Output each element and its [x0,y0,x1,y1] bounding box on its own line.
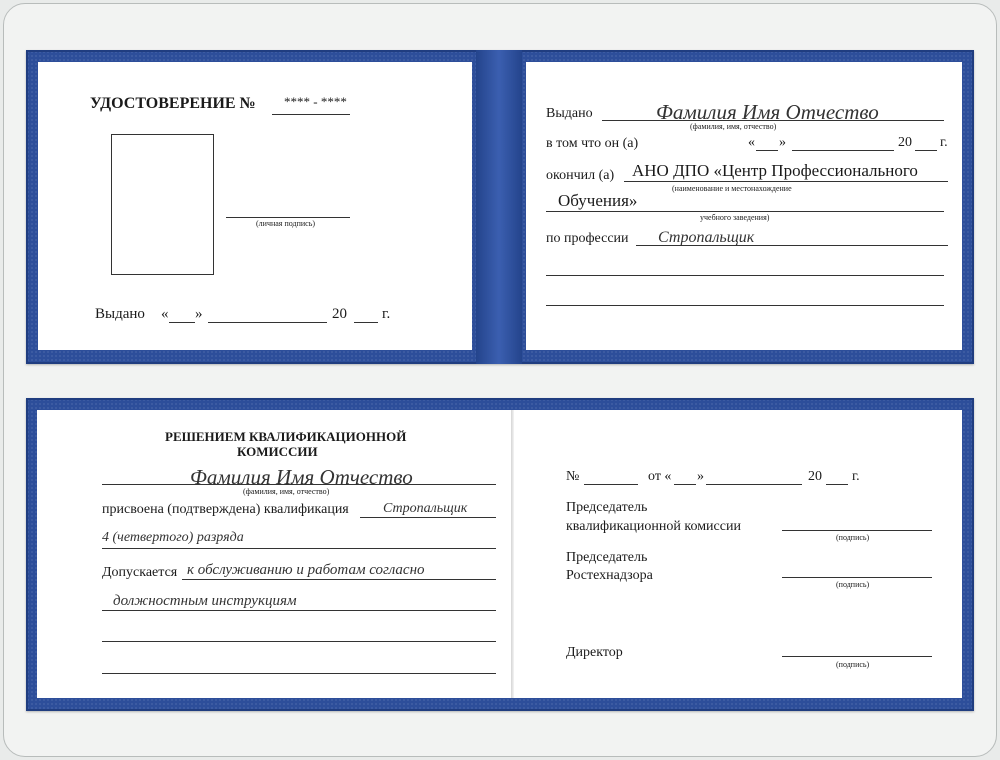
protocol-number-label: № [566,469,580,484]
protocol-year-prefix: 20 [808,469,822,484]
blank-line-3 [102,641,496,642]
profession-label: по профессии [546,231,629,246]
director-signature-caption: (подпись) [836,660,870,669]
issued-year-line [354,322,378,323]
protocol-from-label: от « [648,469,672,484]
card2-right-page [514,410,962,698]
allowed-value-1: к обслуживанию и работам согласно [187,562,425,578]
protocol-number-line [584,484,638,485]
issued-year-prefix: 20 [332,306,347,322]
chair1-line2: квалификационной комиссии [566,519,741,534]
that-label: в том что он (а) [546,136,639,151]
that-date-open: « [748,135,755,150]
that-year-prefix: 20 [898,135,912,150]
allowed-line-2 [102,610,496,611]
issued-label-left: Выдано [95,306,145,322]
allowed-label: Допускается [102,565,178,580]
card2-left-page [37,410,511,698]
school-caption-1: (наименование и местонахождение [672,184,792,193]
blank-line-1 [546,275,944,276]
commission-heading-1: РЕШЕНИЕМ КВАЛИФИКАЦИОННОЙ [165,429,407,444]
card1-left-page [38,62,472,350]
school-value-1: АНО ДПО «Центр Профессионального [632,161,918,180]
chair1-signature-caption: (подпись) [836,533,870,542]
qualification-line [360,517,496,518]
commission-name-value: Фамилия Имя Отчество [190,465,413,489]
qualification-value: Стропальщик [383,501,468,516]
cover-spine-top [476,50,522,364]
allowed-value-2: должностным инструкциям [113,593,297,609]
protocol-month-line [706,484,802,485]
grade-value: 4 (четвертого) разряда [102,530,244,545]
protocol-date-close: » [697,469,704,484]
name-caption: (фамилия, имя, отчество) [690,122,777,131]
director-signature-line [782,656,932,657]
commission-name-caption: (фамилия, имя, отчество) [243,487,330,496]
allowed-line-1 [182,579,496,580]
grade-line [102,548,496,549]
that-date-close: » [779,135,786,150]
card1-right-page [526,62,962,350]
chair2-signature-caption: (подпись) [836,580,870,589]
protocol-year-line [826,484,848,485]
qualification-label: присвоена (подтверждена) квалификация [102,502,349,517]
school-value-2: Обучения» [558,191,638,210]
that-year-line [915,150,937,151]
issued-day-line [169,322,195,323]
that-year-suffix: г. [940,135,948,150]
chair1-line1: Председатель [566,500,648,515]
that-month-line [792,150,894,151]
personal-signature-caption: (личная подпись) [256,219,316,228]
photo-box [111,134,214,275]
profession-value: Стропальщик [658,229,755,246]
personal-signature-line [226,217,350,218]
certificate-number-line [272,114,350,115]
that-day-line [756,150,778,151]
issued-date-close: » [195,306,203,322]
name-value: Фамилия Имя Отчество [656,100,879,124]
blank-line-2 [546,305,944,306]
school-line-2 [546,211,944,212]
issued-year-suffix: г. [382,306,391,322]
issued-month-line [208,322,327,323]
protocol-year-suffix: г. [852,469,860,484]
blank-line-4 [102,673,496,674]
issued-label-right: Выдано [546,106,593,121]
protocol-day-line [674,484,696,485]
chair2-signature-line [782,577,932,578]
certificate-number: **** - **** [284,94,347,109]
director-label: Директор [566,645,623,660]
graduated-label: окончил (а) [546,168,615,183]
school-caption-2: учебного заведения) [700,213,770,222]
school-line-1 [624,181,948,182]
chair2-line2: Ростехнадзора [566,568,653,583]
chair1-signature-line [782,530,932,531]
commission-heading-2: КОМИССИИ [237,444,318,459]
chair2-line1: Председатель [566,550,648,565]
issued-date-open: « [161,306,169,322]
certificate-title: УДОСТОВЕРЕНИЕ № [90,95,256,112]
